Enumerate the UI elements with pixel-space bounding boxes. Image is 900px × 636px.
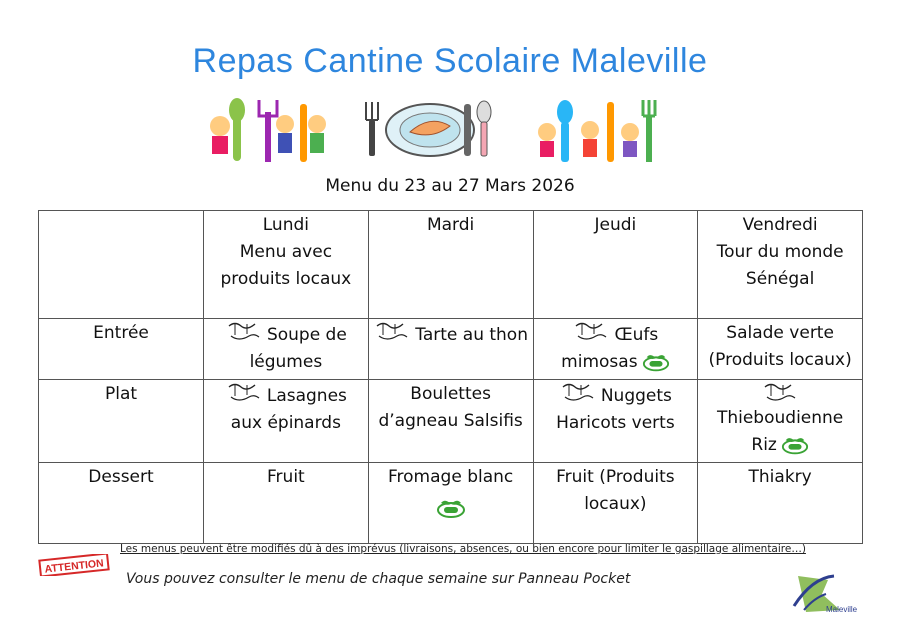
days-header-row (39, 211, 863, 319)
fait-maison-badge-icon (761, 381, 799, 405)
dish-cell (368, 380, 533, 463)
dish-cell (533, 319, 698, 380)
day-header-line: Vendredi (742, 215, 818, 235)
day-header-line: Lundi (262, 215, 309, 235)
dish-text: Fruit (267, 467, 305, 487)
notice-text: Les menus peuvent être modifiés dû à des imprévus (livraisons, absences, ou bien encore pour limiter le gaspillage alimentaire…) (120, 543, 806, 555)
kids-cutlery-illustration-right (535, 98, 665, 168)
dish-cell (204, 380, 369, 463)
fait-maison-badge-icon (225, 320, 263, 344)
dish-cell (533, 380, 698, 463)
dish-cell (368, 319, 533, 380)
day-header-line: Jeudi (594, 215, 637, 235)
attention-stamp (38, 554, 110, 576)
dish-cell (698, 319, 863, 380)
day-header-cell (698, 211, 863, 319)
course-label: Dessert (39, 463, 204, 544)
dish-text: Fruit (Produits locaux) (556, 467, 675, 514)
dish-text: Fromage blanc (388, 467, 514, 487)
logo-text: Maleville (826, 605, 858, 614)
dish-text: Thiakry (748, 467, 812, 487)
course-label: Plat (39, 380, 204, 463)
day-header-line: Sénégal (745, 269, 815, 289)
fait-maison-badge-icon (373, 320, 411, 344)
dish-cell (698, 463, 863, 544)
dish-text: Soupe de légumes (249, 325, 347, 372)
page-title: Repas Cantine Scolaire Maleville (192, 42, 708, 80)
day-header-line: Mardi (426, 215, 475, 235)
dish-cell (204, 463, 369, 544)
dish-text: Thieboudienne Riz (716, 408, 844, 455)
fait-maison-badge-icon (225, 381, 263, 405)
day-header-cell (204, 211, 369, 319)
maleville-logo (790, 570, 872, 616)
panneau-pocket-info: Vous pouvez consulter le menu de chaque semaine sur Panneau Pocket (126, 571, 631, 587)
dish-cell (368, 463, 533, 544)
dish-text: Salade verte (Produits locaux) (708, 323, 852, 370)
dish-cell (533, 463, 698, 544)
fait-maison-badge-icon (572, 320, 610, 344)
course-row (39, 319, 863, 380)
course-row (39, 380, 863, 463)
menu-table (38, 210, 863, 544)
dish-cell (698, 380, 863, 463)
day-header-cell (368, 211, 533, 319)
day-header-line: produits locaux (220, 269, 352, 289)
day-header-cell (533, 211, 698, 319)
bio-label-icon (436, 495, 466, 519)
bio-label-icon (642, 349, 670, 373)
corner-cell (39, 211, 204, 319)
dish-text: Œufs mimosas (561, 325, 659, 372)
menu-week-title: Menu du 23 au 27 Mars 2026 (325, 176, 575, 196)
dish-text: Nuggets Haricots verts (556, 386, 675, 433)
day-header-line: Tour du monde (716, 242, 844, 262)
bio-label-icon (781, 432, 809, 456)
fait-maison-badge-icon (559, 381, 597, 405)
course-label: Entrée (39, 319, 204, 380)
dish-cell (204, 319, 369, 380)
course-row (39, 463, 863, 544)
dish-text: Boulettes d’agneau Salsifis (378, 384, 523, 431)
dish-text: Lasagnes aux épinards (230, 386, 347, 433)
kids-cutlery-illustration-left (205, 98, 335, 168)
dish-text: Tarte au thon (415, 325, 528, 345)
attention-label: ATTENTION (44, 557, 105, 576)
day-header-line: Menu avec (239, 242, 333, 262)
plate-cutlery-illustration (360, 98, 500, 160)
